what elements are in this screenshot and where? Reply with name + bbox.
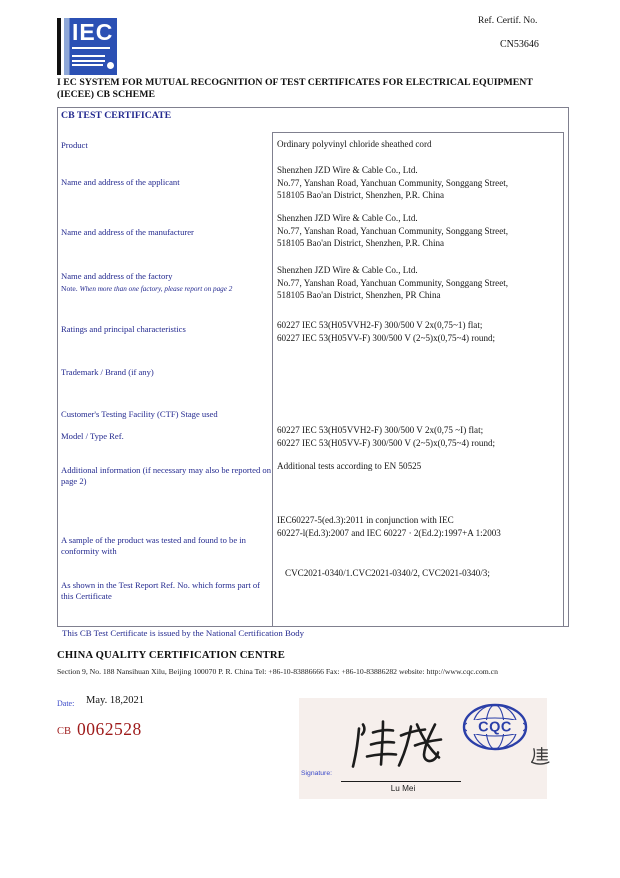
manufacturer-address-line: No.77, Yanshan Road, Yanchuan Community, Songgang Street, bbox=[277, 225, 509, 236]
iec-logo bbox=[57, 18, 121, 75]
signature-handwriting bbox=[347, 717, 459, 775]
cqc-logo-text: CQC bbox=[478, 719, 512, 736]
iec-logo-box bbox=[64, 18, 117, 75]
model-value bbox=[277, 424, 559, 449]
additional-info-value: Additional tests according to EN 50525 bbox=[277, 461, 422, 471]
cb-number: 0062528 bbox=[77, 719, 142, 739]
ratings-line: 60227 IEC 53(H05VV-F) 300/500 V (2~5)x(0,75~4) round; bbox=[277, 332, 496, 343]
scheme-title-line1: I EC SYSTEM FOR MUTUAL RECOGNITION OF TEST CERTIFICATES FOR ELECTRICAL EQUIPMENT bbox=[57, 77, 533, 88]
test-report-label: As shown in the Test Report Ref. No. which forms part of this Certificate bbox=[61, 580, 261, 601]
factory-label: Name and address of the factory bbox=[61, 271, 173, 281]
iec-logo-line bbox=[72, 64, 103, 66]
manufacturer-address-line: Shenzhen JZD Wire & Cable Co., Ltd. bbox=[277, 213, 418, 223]
conformity-value bbox=[277, 514, 559, 539]
signer-name: Lu Mei bbox=[390, 784, 416, 793]
factory-note-prefix: Note. bbox=[61, 284, 78, 293]
model-line: 60227 IEC 53(H05VVH2-F) 300/500 V 2x(0,75 ~I) flat; bbox=[277, 425, 484, 435]
ref-certif-label: Ref. Certif. No. bbox=[478, 16, 538, 26]
signature-label: Signature: bbox=[301, 770, 332, 777]
conformity-line: 60227-l(Ed.3):2007 and IEC 60227 · 2(Ed.2):1997+A 1:2003 bbox=[277, 527, 501, 538]
test-report-value: CVC2021-0340/1.CVC2021-0340/2, CVC2021-0340/3; bbox=[285, 568, 490, 578]
ratings-line: 60227 IEC 53(H05VVH2-F) 300/500 V 2x(0,75~1) flat; bbox=[277, 320, 483, 330]
product-value: Ordinary polyvinyl chloride sheathed cord bbox=[277, 139, 432, 149]
applicant-value bbox=[277, 164, 559, 202]
conformity-line: IEC60227-5(ed.3):2011 in conjunction with IEC bbox=[277, 515, 454, 525]
certificate-title: CB TEST CERTIFICATE bbox=[61, 110, 172, 121]
cqc-logo bbox=[461, 702, 529, 752]
factory-value bbox=[277, 264, 559, 302]
factory-address-line: 518105 Bao'an District, Shenzhen, PR China bbox=[277, 290, 441, 300]
issued-by-note: This CB Test Certificate is issued by the National Certification Body bbox=[62, 628, 305, 638]
manufacturer-value bbox=[277, 212, 559, 250]
date-label: Date: bbox=[57, 699, 75, 708]
signature-line bbox=[341, 781, 461, 782]
cb-number-prefix: CB bbox=[57, 726, 72, 737]
ratings-label: Ratings and principal characteristics bbox=[61, 324, 186, 334]
ncb-name: CHINA QUALITY CERTIFICATION CENTRE bbox=[57, 650, 286, 661]
iec-logo-line bbox=[72, 55, 105, 57]
iec-logo-dot bbox=[107, 62, 114, 69]
factory-note-text: When more than one factory, please report on page 2 bbox=[79, 285, 233, 293]
iec-logo-line bbox=[72, 60, 105, 62]
applicant-address-line: No.77, Yanshan Road, Yanchuan Community, Songgang Street, bbox=[277, 177, 509, 188]
values-box bbox=[272, 132, 564, 627]
conformity-label: A sample of the product was tested and found to be in conformity with bbox=[61, 535, 246, 556]
certificate-box bbox=[57, 107, 569, 627]
stamp-character bbox=[530, 746, 550, 766]
applicant-address-line: Shenzhen JZD Wire & Cable Co., Ltd. bbox=[277, 165, 418, 175]
factory-address-line: No.77, Yanshan Road, Yanchuan Community, Songgang Street, bbox=[277, 277, 509, 288]
applicant-label: Name and address of the applicant bbox=[61, 177, 180, 187]
iec-logo-text: IEC bbox=[72, 19, 114, 45]
additional-info-label: Additional information (if necessary may also be reported on page 2) bbox=[61, 465, 272, 486]
model-label: Model / Type Ref. bbox=[61, 431, 124, 441]
ref-certif-number: CN53646 bbox=[500, 39, 539, 50]
trademark-label: Trademark / Brand (if any) bbox=[61, 367, 154, 377]
applicant-address-line: 518105 Bao'an District, Shenzhen, P.R. China bbox=[277, 190, 445, 200]
model-line: 60227 IEC 53(H05VV-F) 300/500 V (2~5)x(0,75~4) round; bbox=[277, 437, 496, 448]
ncb-address: Section 9, No. 188 Nansihuan Xilu, Beijing 100070 P. R. China Tel: +86-10-83886666 Fax: +86-10-83886282 website: http://www.cqc.com.cn bbox=[57, 667, 498, 676]
product-label: Product bbox=[61, 140, 88, 150]
scheme-title-line2: (IECEE) CB SCHEME bbox=[57, 89, 155, 100]
iec-logo-bar bbox=[57, 18, 61, 75]
ctf-label: Customer's Testing Facility (CTF) Stage used bbox=[61, 409, 218, 419]
manufacturer-address-line: 518105 Bao'an District, Shenzhen, P.R. China bbox=[277, 238, 445, 248]
scheme-title bbox=[57, 77, 569, 101]
manufacturer-label: Name and address of the manufacturer bbox=[61, 227, 194, 237]
date-value: May. 18,2021 bbox=[86, 695, 144, 706]
iec-logo-underline bbox=[72, 47, 110, 49]
ratings-value bbox=[277, 319, 559, 344]
factory-note bbox=[61, 284, 281, 293]
factory-address-line: Shenzhen JZD Wire & Cable Co., Ltd. bbox=[277, 265, 418, 275]
